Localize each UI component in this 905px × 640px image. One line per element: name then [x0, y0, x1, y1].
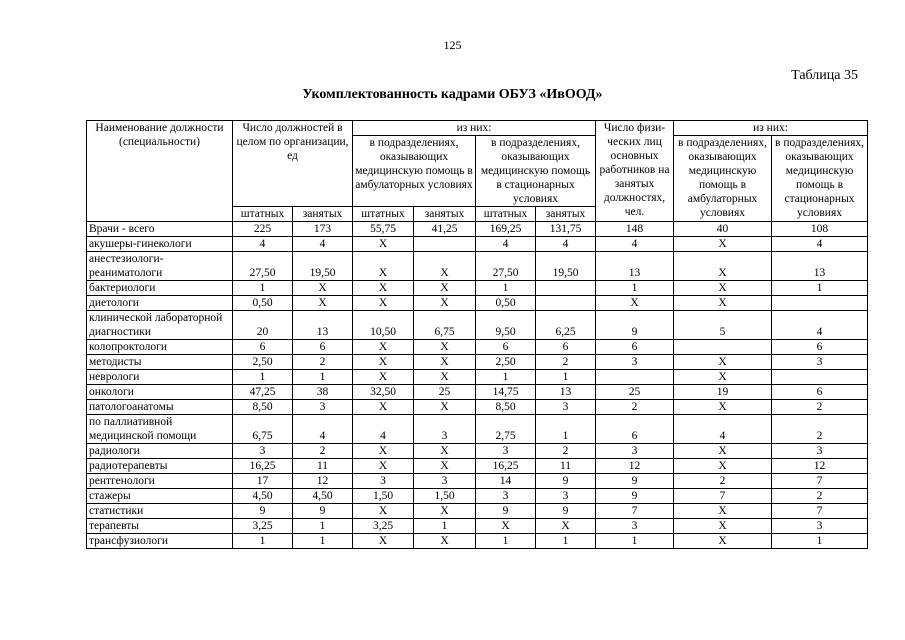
table-body: [87, 222, 868, 549]
table-cell: 148: [596, 222, 674, 237]
header-occupied: занятых: [414, 207, 476, 222]
header-stationary-2: в подразделениях, оказывающих медицинскую помощь в стационарных условиях: [772, 136, 868, 222]
table-cell: 3: [596, 355, 674, 370]
table-cell: 4,50: [293, 489, 353, 504]
table-cell: 6,75: [414, 311, 476, 340]
table-cell: X: [353, 340, 414, 355]
table-cell: 173: [293, 222, 353, 237]
table-row: [87, 400, 868, 415]
table-cell: 3: [414, 415, 476, 444]
table-cell: X: [414, 400, 476, 415]
table-cell: 19,50: [536, 252, 596, 281]
header-individuals: Число физи-ческих лиц основных работников на занятых должностях, чел.: [596, 121, 674, 222]
table-cell: 3: [772, 444, 868, 459]
table-cell: 9: [596, 489, 674, 504]
table-cell: X: [353, 296, 414, 311]
table-cell: [414, 237, 476, 252]
table-cell: 4: [674, 415, 772, 444]
table-cell: 10,50: [353, 311, 414, 340]
table-cell: 6,75: [233, 415, 293, 444]
table-cell: X: [536, 519, 596, 534]
row-name: по паллиативной медицинской помощи: [87, 415, 233, 444]
table-cell: 4: [772, 237, 868, 252]
header-staffed: штатных: [353, 207, 414, 222]
row-name: патологоанатомы: [87, 400, 233, 415]
table-cell: 7: [596, 504, 674, 519]
table-cell: X: [674, 370, 772, 385]
table-row: [87, 489, 868, 504]
row-name: Врачи - всего: [87, 222, 233, 237]
table-cell: 3: [536, 489, 596, 504]
table-cell: 27,50: [476, 252, 536, 281]
table-cell: 13: [772, 252, 868, 281]
table-cell: X: [674, 252, 772, 281]
table-cell: X: [414, 296, 476, 311]
table-cell: 3: [596, 444, 674, 459]
table-row: [87, 355, 868, 370]
table-cell: 2: [536, 355, 596, 370]
table-cell: 13: [596, 252, 674, 281]
staffing-table: [86, 120, 868, 549]
document-title: Укомплектованность кадрами ОБУЗ «ИвООД»: [302, 87, 603, 102]
table-cell: 1: [476, 370, 536, 385]
table-cell: X: [414, 534, 476, 549]
table-cell: 9: [536, 504, 596, 519]
table-row: [87, 370, 868, 385]
table-cell: 25: [596, 385, 674, 400]
page-number: 125: [443, 38, 462, 52]
table-cell: 14,75: [476, 385, 536, 400]
table-cell: 3,25: [353, 519, 414, 534]
table-row: [87, 474, 868, 489]
table-cell: 3: [772, 355, 868, 370]
table-cell: 6,25: [536, 311, 596, 340]
table-cell: 0,50: [476, 296, 536, 311]
table-cell: [674, 340, 772, 355]
table-cell: 4: [476, 237, 536, 252]
table-cell: 55,75: [353, 222, 414, 237]
table-cell: 19,50: [293, 252, 353, 281]
table-cell: 1: [233, 534, 293, 549]
table-cell: X: [353, 237, 414, 252]
table-cell: X: [674, 296, 772, 311]
table-cell: X: [674, 534, 772, 549]
table-cell: X: [353, 252, 414, 281]
table-cell: 2: [293, 444, 353, 459]
table-cell: 3: [596, 519, 674, 534]
table-cell: 3: [353, 474, 414, 489]
header-staffed: штатных: [233, 207, 293, 222]
table-cell: 1: [233, 370, 293, 385]
row-name: радиологи: [87, 444, 233, 459]
table-row: [87, 519, 868, 534]
row-name: бактериологи: [87, 281, 233, 296]
table-cell: X: [414, 340, 476, 355]
table-cell: 3: [414, 474, 476, 489]
table-cell: [772, 296, 868, 311]
header-of-them-2: из них:: [674, 121, 868, 136]
table-cell: 108: [772, 222, 868, 237]
header-staffed: штатных: [476, 207, 536, 222]
table-row: [87, 237, 868, 252]
table-cell: 4: [293, 237, 353, 252]
table-cell: 7: [674, 489, 772, 504]
table-cell: 19: [674, 385, 772, 400]
table-cell: 3: [233, 444, 293, 459]
table-cell: 1: [772, 534, 868, 549]
table-cell: 7: [772, 504, 868, 519]
table-cell: 2: [772, 489, 868, 504]
table-cell: X: [414, 252, 476, 281]
table-cell: 2,50: [233, 355, 293, 370]
table-cell: 6: [536, 340, 596, 355]
table-cell: 7: [772, 474, 868, 489]
table-row: [87, 415, 868, 444]
row-name: методисты: [87, 355, 233, 370]
table-cell: X: [414, 459, 476, 474]
table-cell: 14: [476, 474, 536, 489]
table-cell: X: [674, 237, 772, 252]
table-cell: X: [476, 519, 536, 534]
table-cell: [596, 370, 674, 385]
table-cell: 4: [536, 237, 596, 252]
table-cell: [772, 370, 868, 385]
table-row: [87, 444, 868, 459]
table-cell: 12: [293, 474, 353, 489]
table-cell: 9: [233, 504, 293, 519]
table-cell: [536, 281, 596, 296]
header-positions-total: Число должностей в целом по организации, ед: [233, 121, 353, 207]
table-cell: 1: [476, 281, 536, 296]
row-name: анестезиологи- реаниматологи: [87, 252, 233, 281]
table-cell: 20: [233, 311, 293, 340]
table-cell: 1: [293, 534, 353, 549]
table-cell: 6: [772, 385, 868, 400]
table-cell: 9,50: [476, 311, 536, 340]
row-name: онкологи: [87, 385, 233, 400]
table-cell: 1: [536, 534, 596, 549]
header-ambulatory-2: в подразделениях, оказывающих медицинскую помощь в амбулаторных условиях: [674, 136, 772, 222]
table-cell: X: [674, 400, 772, 415]
table-cell: X: [674, 519, 772, 534]
table-cell: 3: [476, 444, 536, 459]
table-row: [87, 504, 868, 519]
table-cell: 3: [536, 400, 596, 415]
row-name: трансфузиологи: [87, 534, 233, 549]
table-cell: X: [674, 281, 772, 296]
table-cell: 1: [233, 281, 293, 296]
row-name: статистики: [87, 504, 233, 519]
table-cell: 4: [596, 237, 674, 252]
table-row: [87, 222, 868, 237]
table-cell: 38: [293, 385, 353, 400]
table-cell: 1: [414, 519, 476, 534]
table-cell: 2,50: [476, 355, 536, 370]
table-cell: X: [353, 400, 414, 415]
table-cell: 6: [293, 340, 353, 355]
table-cell: 6: [233, 340, 293, 355]
table-cell: X: [596, 296, 674, 311]
row-name: стажеры: [87, 489, 233, 504]
table-cell: X: [674, 504, 772, 519]
table-cell: 41,25: [414, 222, 476, 237]
table-cell: 6: [596, 415, 674, 444]
table-cell: 0,50: [233, 296, 293, 311]
table-cell: X: [353, 504, 414, 519]
table-cell: 27,50: [233, 252, 293, 281]
table-row: [87, 296, 868, 311]
table-cell: 1: [772, 281, 868, 296]
table-cell: 9: [476, 504, 536, 519]
table-label: Таблица 35: [791, 68, 858, 83]
table-cell: 16,25: [476, 459, 536, 474]
header-stationary: в подразделениях, оказывающих медицинскую помощь в стационарных условиях: [476, 136, 596, 207]
table-cell: 1: [293, 519, 353, 534]
header-row: [87, 121, 868, 136]
table-cell: X: [353, 370, 414, 385]
table-cell: 1,50: [353, 489, 414, 504]
table-cell: 2: [293, 355, 353, 370]
table-cell: X: [674, 459, 772, 474]
table-cell: 1: [536, 370, 596, 385]
row-name: терапевты: [87, 519, 233, 534]
table-cell: X: [293, 296, 353, 311]
table-cell: 4: [353, 415, 414, 444]
header-occupied: занятых: [293, 207, 353, 222]
table-cell: X: [353, 534, 414, 549]
table-cell: 32,50: [353, 385, 414, 400]
table-cell: 2: [772, 415, 868, 444]
row-name: колопроктологи: [87, 340, 233, 355]
table-row: [87, 311, 868, 340]
table-cell: X: [414, 504, 476, 519]
table-cell: 11: [293, 459, 353, 474]
row-name: диетологи: [87, 296, 233, 311]
table-cell: 12: [772, 459, 868, 474]
table-cell: 11: [536, 459, 596, 474]
table-cell: 3: [293, 400, 353, 415]
header-occupied: занятых: [536, 207, 596, 222]
table-cell: 1,50: [414, 489, 476, 504]
table-cell: 131,75: [536, 222, 596, 237]
table-cell: 9: [596, 311, 674, 340]
header-ambulatory: в подразделениях, оказывающих медицинскую помощь в амбулаторных условиях: [353, 136, 476, 207]
table-row: [87, 252, 868, 281]
table-cell: 4: [293, 415, 353, 444]
table-cell: 25: [414, 385, 476, 400]
table-cell: X: [674, 444, 772, 459]
table-cell: 13: [536, 385, 596, 400]
table-cell: 8,50: [476, 400, 536, 415]
table-cell: 6: [772, 340, 868, 355]
table-cell: X: [414, 444, 476, 459]
table-cell: 169,25: [476, 222, 536, 237]
header-of-them-1: из них:: [353, 121, 596, 136]
row-name: рентгенологи: [87, 474, 233, 489]
table-row: [87, 459, 868, 474]
table-cell: 16,25: [233, 459, 293, 474]
table-row: [87, 534, 868, 549]
table-cell: X: [414, 370, 476, 385]
table-row: [87, 281, 868, 296]
table-cell: X: [293, 281, 353, 296]
table-cell: X: [353, 459, 414, 474]
table-cell: 9: [293, 504, 353, 519]
table-cell: 8,50: [233, 400, 293, 415]
table-cell: 1: [596, 281, 674, 296]
header-name: Наименование должности (специальности): [87, 121, 233, 222]
table-cell: 6: [596, 340, 674, 355]
table-cell: 2,75: [476, 415, 536, 444]
row-name: акушеры-гинекологи: [87, 237, 233, 252]
table-cell: 2: [674, 474, 772, 489]
table-cell: 4,50: [233, 489, 293, 504]
table-cell: 4: [233, 237, 293, 252]
table-cell: X: [414, 281, 476, 296]
table-cell: 3: [772, 519, 868, 534]
table-row: [87, 385, 868, 400]
table-cell: 1: [536, 415, 596, 444]
table-cell: 4: [772, 311, 868, 340]
table-cell: X: [353, 355, 414, 370]
table-cell: 5: [674, 311, 772, 340]
row-name: неврологи: [87, 370, 233, 385]
table-cell: X: [674, 355, 772, 370]
table-cell: 47,25: [233, 385, 293, 400]
table-cell: 6: [476, 340, 536, 355]
table-cell: 13: [293, 311, 353, 340]
row-name: клинической лабораторной диагностики: [87, 311, 233, 340]
table-cell: 2: [596, 400, 674, 415]
table-row: [87, 340, 868, 355]
table-cell: X: [353, 444, 414, 459]
table-cell: [536, 296, 596, 311]
table-cell: X: [414, 355, 476, 370]
table-cell: 2: [772, 400, 868, 415]
table-cell: 9: [596, 474, 674, 489]
table-cell: 225: [233, 222, 293, 237]
table-cell: 1: [476, 534, 536, 549]
row-name: радиотерапевты: [87, 459, 233, 474]
table-cell: X: [353, 281, 414, 296]
table-cell: 9: [536, 474, 596, 489]
table-cell: 3: [476, 489, 536, 504]
table-cell: 2: [536, 444, 596, 459]
table-header: [87, 121, 868, 222]
table-cell: 12: [596, 459, 674, 474]
table-cell: 40: [674, 222, 772, 237]
table-cell: 1: [596, 534, 674, 549]
table-cell: 1: [293, 370, 353, 385]
table-cell: 17: [233, 474, 293, 489]
table-cell: 3,25: [233, 519, 293, 534]
